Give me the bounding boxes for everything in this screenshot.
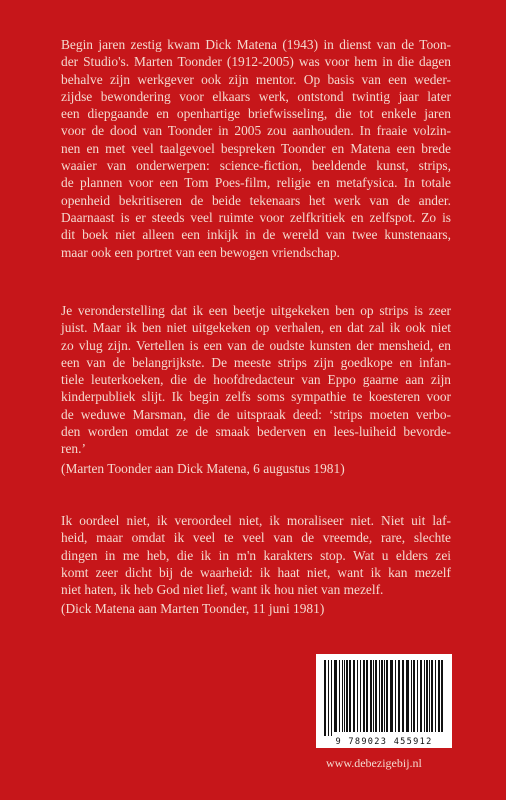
barcode-bar bbox=[429, 660, 430, 732]
quote-line: een van de belangrijkste. De meeste strips zijn goedkope en infan- bbox=[61, 354, 451, 370]
barcode-bar bbox=[370, 660, 372, 732]
barcode-bar bbox=[375, 660, 377, 732]
barcode-bar bbox=[366, 660, 368, 732]
barcode-bar bbox=[426, 660, 428, 732]
matena-quote bbox=[61, 512, 451, 598]
barcode-bar bbox=[413, 660, 415, 732]
quote-line: juist. Maar ik ben niet uitgekeken op verhalen, en dat zal ik ook niet bbox=[61, 320, 451, 336]
barcode-bar bbox=[381, 660, 383, 732]
matena-quote-credit: (Dick Matena aan Marten Toonder, 11 juni 1981) bbox=[61, 601, 325, 617]
barcode-bar bbox=[379, 660, 380, 732]
intro-line: voor de dood van Toonder in 2005 zou aanhouden. In fraaie volzin- bbox=[61, 123, 451, 139]
quote-line: ren.’ bbox=[61, 441, 86, 457]
intro-line: zijdse bewondering voor elkaars werk, ontstond twintig jaar later bbox=[61, 88, 451, 104]
barcode-bar bbox=[324, 660, 326, 736]
intro-line: der Studio's. Marten Toonder (1912-2005) was voor hem in die dagen bbox=[61, 54, 451, 70]
barcode-bars bbox=[322, 660, 446, 736]
barcode-bar bbox=[406, 660, 409, 732]
barcode-bar bbox=[424, 660, 425, 732]
barcode-bar bbox=[334, 660, 337, 732]
intro-line: Daarnaast is er steeds veel ruimte voor zelfkritiek en zelfspot. Zo is bbox=[61, 209, 451, 225]
barcode-bar bbox=[344, 660, 345, 732]
barcode-bar bbox=[373, 660, 374, 732]
barcode-bar bbox=[441, 660, 443, 732]
quote-line: den worden omdat ze de smaak bederven en lees-luiheid bevorde- bbox=[61, 424, 451, 440]
quote-line: dingen in me heb, die ik in m'n karakters stop. Wat u elders zei bbox=[61, 547, 451, 563]
quote-line: de weduwe Marsman, die de uitspraak deed: ‘strips moeten verbo- bbox=[61, 406, 451, 422]
quote-line: komt zeer dicht bij de waarheid: ik haat niet, want ik kan mezelf bbox=[61, 564, 451, 580]
intro-line: maar ook een portret van een bewogen vriendschap. bbox=[61, 244, 340, 260]
barcode-bar bbox=[402, 660, 404, 732]
barcode-bar bbox=[353, 660, 355, 732]
quote-line: kinderpubliek slijt. Ik begin zelfs soms sympathie te koesteren voor bbox=[61, 389, 451, 405]
quote-line: niet haten, ik heb God niet lief, want ik hou niet van mezelf. bbox=[61, 582, 384, 598]
quote-line: Je veronderstelling dat ik een beetje uitgekeken ben op strips is zeer bbox=[61, 303, 451, 318]
intro-line: de plannen voor een Tom Poes-film, religie en metafysica. In totale bbox=[61, 175, 451, 191]
quote-line: heid, maar omdat ik veel te veel van de vreemde, rare, slechte bbox=[61, 530, 451, 546]
toonder-quote-section bbox=[61, 302, 451, 477]
barcode-digits: 9 789023 455912 bbox=[335, 737, 433, 747]
barcode-bar bbox=[328, 660, 329, 736]
toonder-quote-credit: (Marten Toonder aan Dick Matena, 6 augustus 1981) bbox=[61, 460, 345, 476]
barcode-bar bbox=[360, 660, 361, 732]
barcode-bar bbox=[420, 660, 422, 732]
quote-line: tiele leuterkoeken, die de hoofdredacteur van Eppo gaarne aan zijn bbox=[61, 372, 451, 388]
intro-line: Begin jaren zestig kwam Dick Matena (1943) in dienst van de Toon- bbox=[61, 37, 451, 52]
barcode-bar bbox=[357, 660, 358, 732]
publisher-website: www.debezigebij.nl bbox=[326, 756, 422, 770]
intro-paragraph bbox=[61, 36, 451, 261]
barcode-bar bbox=[435, 660, 436, 732]
toonder-quote bbox=[61, 302, 451, 458]
barcode-bar bbox=[411, 660, 412, 732]
barcode-bar bbox=[398, 660, 400, 732]
quote-line: zo vlug zijn. Vertellen is een van de oudste kunsten der mensheid, en bbox=[61, 337, 451, 353]
barcode-bar bbox=[349, 660, 351, 732]
barcode-bar bbox=[331, 660, 332, 736]
barcode-bar bbox=[363, 660, 365, 732]
intro-line: waaier van onderwerpen: science-fiction, beeldende kunst, strips, bbox=[61, 158, 451, 174]
matena-quote-section bbox=[61, 512, 451, 618]
intro-line: een diepgaande en openhartige briefwisseling, die tot enkele jaren bbox=[61, 106, 451, 122]
barcode-bar bbox=[438, 660, 440, 732]
barcode-bar bbox=[431, 660, 433, 732]
barcode-bar bbox=[417, 660, 418, 732]
intro-line: openheid bekritiseren de beide tekenaars het werk van de ander. bbox=[61, 192, 451, 208]
intro-line: dit boek niet alleen een inkijk in de wereld van twee kunstenaars, bbox=[61, 227, 451, 243]
barcode-bar bbox=[395, 660, 396, 732]
intro-section bbox=[61, 36, 451, 261]
barcode-bar bbox=[342, 660, 343, 732]
intro-line: behalve zijn werkgever ook zijn mentor. Op basis van een weder- bbox=[61, 71, 451, 87]
intro-line: nen en met veel taalgevoel bespreken Toonder en Matena een brede bbox=[61, 140, 451, 156]
quote-line: Ik oordeel niet, ik veroordeel niet, ik moraliseer niet. Niet uit laf- bbox=[61, 513, 451, 528]
barcode-bar bbox=[386, 660, 388, 732]
barcode-bar bbox=[390, 660, 393, 732]
isbn-barcode bbox=[316, 654, 452, 748]
barcode-bar bbox=[384, 660, 385, 732]
barcode-bar bbox=[339, 660, 340, 732]
barcode-bar bbox=[346, 660, 348, 732]
